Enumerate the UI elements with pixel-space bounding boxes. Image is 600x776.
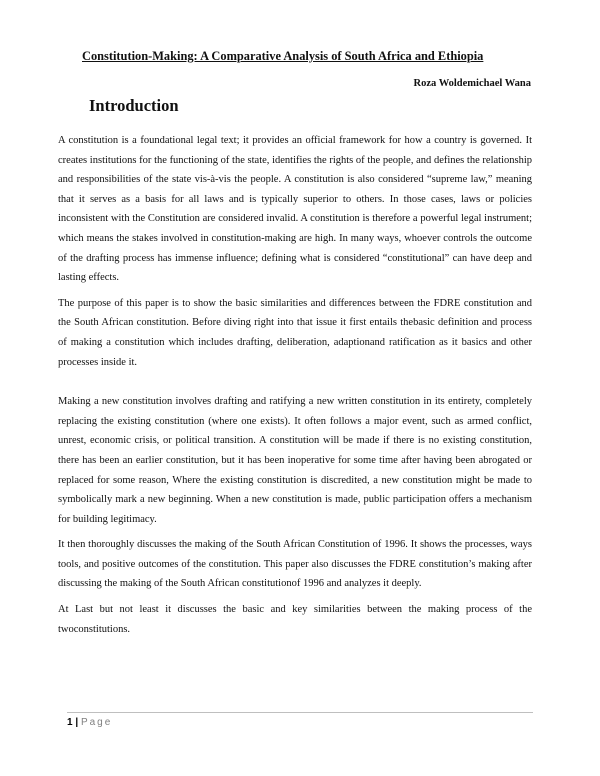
paragraph-2: The purpose of this paper is to show the basic similarities and differences between the FDRE constitution and the South African constitution. Before diving right into that issue it first entails thebasic definition and process of making a constitution which includes drafting, deliberation, adaptionand ratification as it basics and other processes inside it. [58, 297, 532, 368]
paragraph-5: At Last but not least it discusses the basic and key similarities between the making process of the twoconstitutions. [58, 604, 532, 635]
paragraph-4: It then thoroughly discusses the making of the South African Constitution of 1996. It shows the processes, ways tools, and positive outcomes of the constitution. This paper also discusses the FDRE constitution’s making after discussing the making of the South African constitutionof 1996 and analyzes it deeply. [58, 539, 532, 590]
section-heading-introduction: Introduction [89, 96, 179, 115]
paper-title: Constitution-Making: A Comparative Analysis of South Africa and Ethiopia [82, 49, 484, 63]
paragraph-3: Making a new constitution involves drafting and ratifying a new written constitution in its entirety, completely replacing the existing constitution (where one exists). It often follows a major event, such as armed conflict, unrest, economic crisis, or political transition. A constitution will be made if there is no existing constitution, there has been an earlier constitution, but it has been inoperative for some time after having been abrogated or replaced for some reason, Where the existing constitution is discredited, a new constitution might be made to symbolically mark a new beginning. When a new constitution is made, public participation offers a mechanism for building legitimacy. [58, 396, 532, 525]
footer-separator: | [75, 717, 79, 728]
page-number: 1 [67, 717, 73, 728]
paragraph-1: A constitution is a foundational legal text; it provides an official framework for how a country is governed. It creates institutions for the functioning of the state, identifies the rights of the people, and defines the relationship and responsibilities of the state vis-à-vis the people. A constitution is also considered “supreme law,” meaning that it serves as a basis for all laws and is typically superior to others. In those cases, laws or policies inconsistent with the Constitution are considered invalid. A constitution is therefore a powerful legal instrument; which means the stakes involved in constitution-making are high. In many ways, whoever controls the outcome of the drafting process has immense influence; defining what is considered “constitutional” can have deep and lasting effects. [58, 135, 532, 284]
page-footer [67, 712, 533, 728]
author-name: Roza Woldemichael Wana [413, 78, 531, 89]
document-body [58, 131, 532, 639]
page-label: Page [80, 717, 113, 728]
